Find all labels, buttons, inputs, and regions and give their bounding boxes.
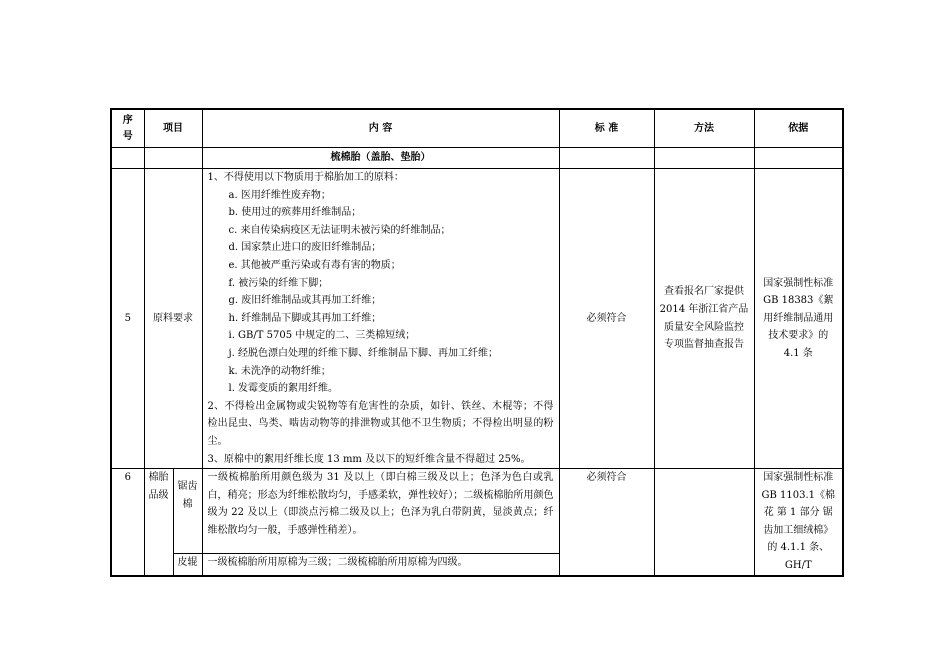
section-row (111, 148, 843, 169)
row5-sub-h: h. 纤维制品下脚或其再加工纤维； (228, 312, 382, 324)
row5-seq: 5 (111, 169, 144, 469)
row5-sub-g: g. 废旧纤维制品或其再加工纤维； (228, 295, 382, 307)
header-content: 内 容 (202, 109, 559, 148)
row5-basis: 国家强制性标准 GB 18383《絮用纤维制品通用技术要求》的 4.1 条 (754, 169, 843, 469)
header-standard: 标 准 (559, 109, 654, 148)
row5-sub-c: c. 来自传染病疫区无法证明未被污染的纤维制品； (228, 224, 451, 236)
row5-sub-i: i. GB/T 5705 中规定的二、三类棉短绒； (228, 330, 416, 342)
row5-lead: 1、不得使用以下物质用于棉胎加工的原料： (207, 172, 404, 183)
row6-standard: 必须符合 (559, 469, 654, 576)
row6-content-a: 一级梳棉胎所用颜色级为 31 及以上（即白棉三级及以上；色泽为色白或乳白，稍亮；形态为纤维松散均匀，手感柔软，弹性较好）；二级梳棉胎所用颜色级为 22 及以上（即淡点污棉二级及以上；色泽为乳白带阴黄，显淡黄点；纤维松散均匀一般，手感弹性稍差）。 (202, 469, 559, 553)
table-row-6a (111, 469, 843, 553)
row5-sub-d: d. 国家禁止进口的废旧纤维制品； (228, 242, 382, 254)
table-row-5 (111, 169, 843, 469)
row5-paragraph-3: 3、原棉中的絮用纤维长度 13 mm 及以下的短纤维含量不得超过 25%。 (207, 453, 531, 465)
row6-basis: 国家强制性标准 GB 1103.1《棉花 第 1 部分 锯齿加工细绒棉》的 4.1.1 条、GH/T (754, 469, 843, 576)
row6-item: 棉胎品级 (144, 469, 173, 576)
header-basis: 依据 (754, 109, 843, 148)
row5-content (202, 169, 559, 469)
row5-sub-l: l. 发霉变质的絮用纤维。 (228, 383, 339, 395)
row5-standard: 必须符合 (559, 169, 654, 469)
header-method: 方法 (654, 109, 754, 148)
header-row (111, 109, 843, 148)
row5-sub-b: b. 使用过的殡葬用纤维制品； (228, 207, 362, 219)
row5-sub-j: j. 经脱色漂白处理的纤维下脚、纤维制品下脚、再加工纤维； (228, 347, 498, 359)
row5-method: 查看报名厂家提供 2014 年浙江省产品质量安全风险监控专项监督抽查报告 (654, 169, 754, 469)
row5-item: 原料要求 (144, 169, 202, 469)
header-item: 项目 (144, 109, 202, 148)
header-seq: 序号 (111, 109, 144, 148)
row6-seq: 6 (111, 469, 144, 576)
row6-sub-a: 锯齿棉 (173, 469, 202, 553)
row5-sub-f: f. 被污染的纤维下脚； (228, 277, 329, 289)
row6-sub-b: 皮辊 (173, 553, 202, 576)
row5-paragraph-2: 2、不得检出金属物或尖锐物等有危害性的杂质，如针、铁丝、木棍等；不得检出昆虫、鸟类、啮齿动物等的排泄物或其他不卫生物质；不得检出明显的粉尘。 (207, 400, 554, 447)
row6-method (654, 469, 754, 576)
row5-sub-k: k. 未洗净的动物纤维； (228, 365, 331, 377)
section-title: 梳棉胎（盖胎、垫胎） (202, 148, 559, 169)
row6-content-b: 一级梳棉胎所用原棉为三级；二级梳棉胎所用原棉为四级。 (202, 553, 559, 576)
row5-sub-e: e. 其他被严重污染或有毒有害的物质； (228, 259, 401, 271)
inspection-table (110, 108, 844, 577)
row5-sub-a: a. 医用纤维性废弃物； (228, 189, 331, 201)
